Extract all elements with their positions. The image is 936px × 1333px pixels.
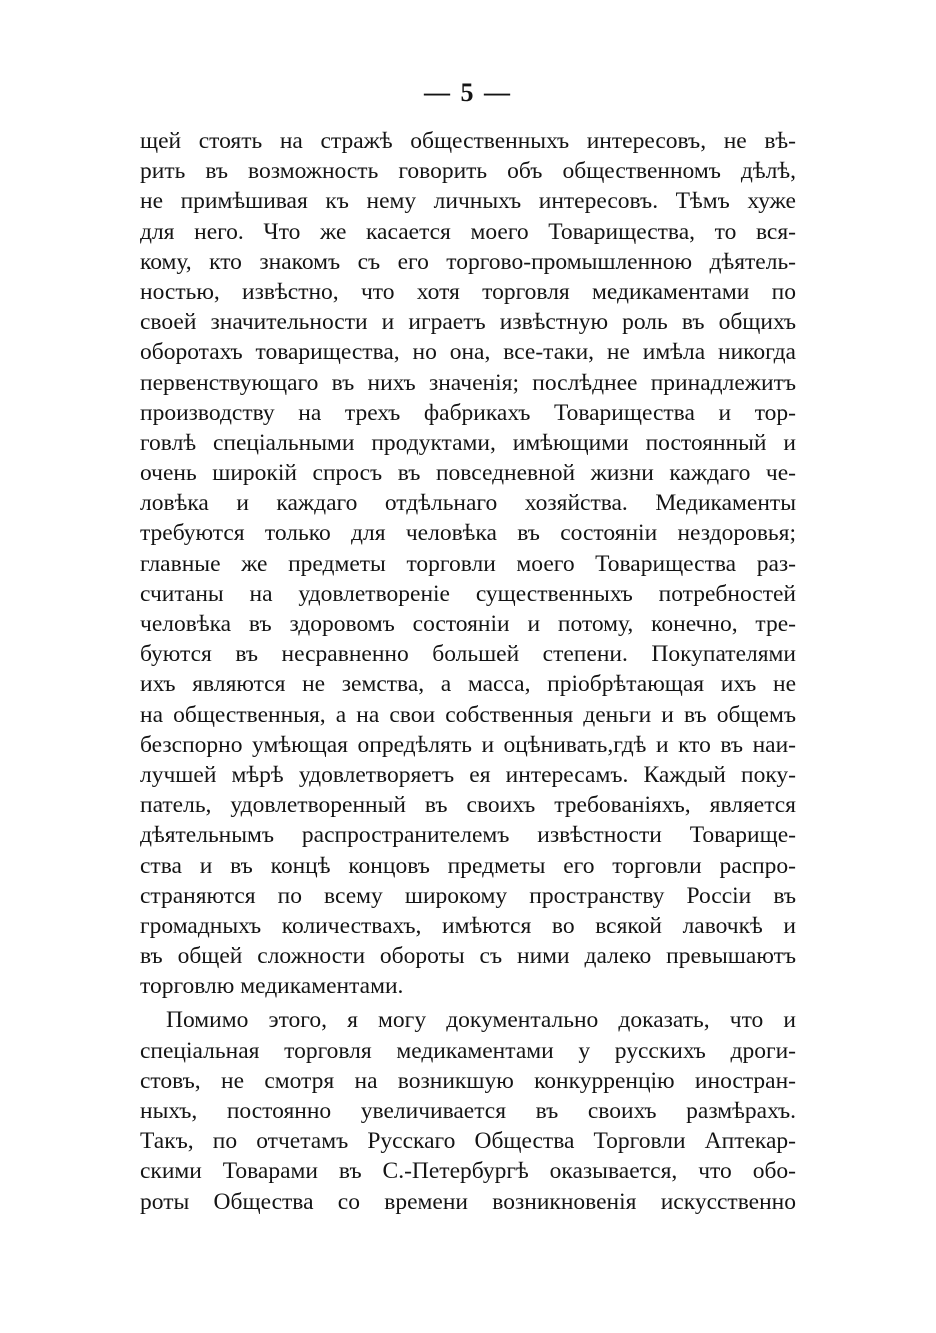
text-line: очень широкій спросъ въ повседневной жизни каждаго че- [140, 460, 796, 487]
text-line: оборотахъ товарищества, но она, все-таки, не имѣла никогда [140, 339, 796, 366]
text-line: безспорно умѣющая опредѣлять и оцѣнивать,гдѣ и кто въ наи- [140, 731, 796, 758]
text-line: Помимо этого, я могу документально доказать, что и [166, 1007, 796, 1034]
text-line: стовъ, не смотря на возникшую конкурренцію иностран- [140, 1067, 796, 1094]
body-text [140, 126, 796, 1217]
page-number: — 5 — [424, 78, 512, 107]
text-line: ныхъ, постоянно увеличивается въ своихъ размѣрахъ. [140, 1098, 796, 1124]
text-line: своей значительности и играетъ извѣстную роль въ общихъ [140, 309, 796, 336]
text-line: громадныхъ количествахъ, имѣются во всякой лавочкѣ и [140, 912, 796, 939]
text-line: щей стоять на стражѣ общественныхъ интересовъ, не вѣ- [140, 128, 796, 154]
text-line: считаны на удовлетвореніе существенныхъ потребностей [140, 580, 796, 607]
text-line: говлѣ спеціальными продуктами, имѣющими постоянный и [140, 429, 796, 456]
text-line: рить въ возможность говорить объ общественномъ дѣлѣ, [140, 158, 796, 185]
text-line: въ общей сложности обороты съ ними далеко превышаютъ [140, 943, 796, 970]
text-line: для него. Что же касается моего Товарищества, то вся- [140, 218, 796, 245]
text-line: кому, кто знакомъ съ его торгово-промышленною дѣятель- [140, 248, 796, 275]
text-line: патель, удовлетворенный въ своихъ требованіяхъ, является [140, 792, 796, 819]
text-line: торговлю медикаментами. [140, 973, 404, 1000]
text-line: ловѣка и каждаго отдѣльнаго хозяйства. Медикаменты [140, 490, 796, 517]
text-line: не примѣшивая къ нему личныхъ интересовъ. Тѣмъ хуже [140, 188, 796, 215]
text-line: Такъ, по отчетамъ Русскаго Общества Торговли Аптекар- [140, 1128, 796, 1155]
text-line: страняются по всему широкому пространству Россіи въ [140, 882, 796, 909]
text-line: ихъ являются не земства, а масса, пріобрѣтающая ихъ не [140, 671, 796, 698]
text-line: главные же предметы торговли моего Товарищества раз- [140, 550, 796, 577]
paragraph [140, 126, 796, 1001]
paragraph [140, 1005, 796, 1216]
text-line: ства и въ концѣ концовъ предметы его торговли распро- [140, 852, 796, 879]
text-line: ностью, извѣстно, что хотя торговля медикаментами по [140, 278, 796, 305]
text-line: производству на трехъ фабрикахъ Товарищества и тор- [140, 399, 796, 426]
text-line: на общественныя, а на свои собственныя деньги и въ общемъ [140, 701, 796, 728]
text-line: буются въ несравненно большей степени. Покупателями [140, 641, 796, 668]
text-line: скими Товарами въ С.-Петербургѣ оказывается, что обо- [140, 1158, 796, 1185]
text-line: человѣка въ здоровомъ состояніи и потому, конечно, тре- [140, 611, 796, 637]
text-line: первенствующаго въ нихъ значенія; послѣднее принадлежитъ [140, 369, 796, 396]
text-line: дѣятельнымъ распространителемъ извѣстности Товарище- [140, 822, 796, 849]
text-line: лучшей мѣрѣ удовлетворяетъ ея интересамъ. Каждый поку- [140, 761, 796, 788]
text-line: роты Общества со времени возникновенія искусственно [140, 1188, 796, 1215]
text-line: требуются только для человѣка въ состояніи нездоровья; [140, 520, 796, 547]
text-line: спеціальная торговля медикаментами у русскихъ дроги- [140, 1037, 796, 1064]
